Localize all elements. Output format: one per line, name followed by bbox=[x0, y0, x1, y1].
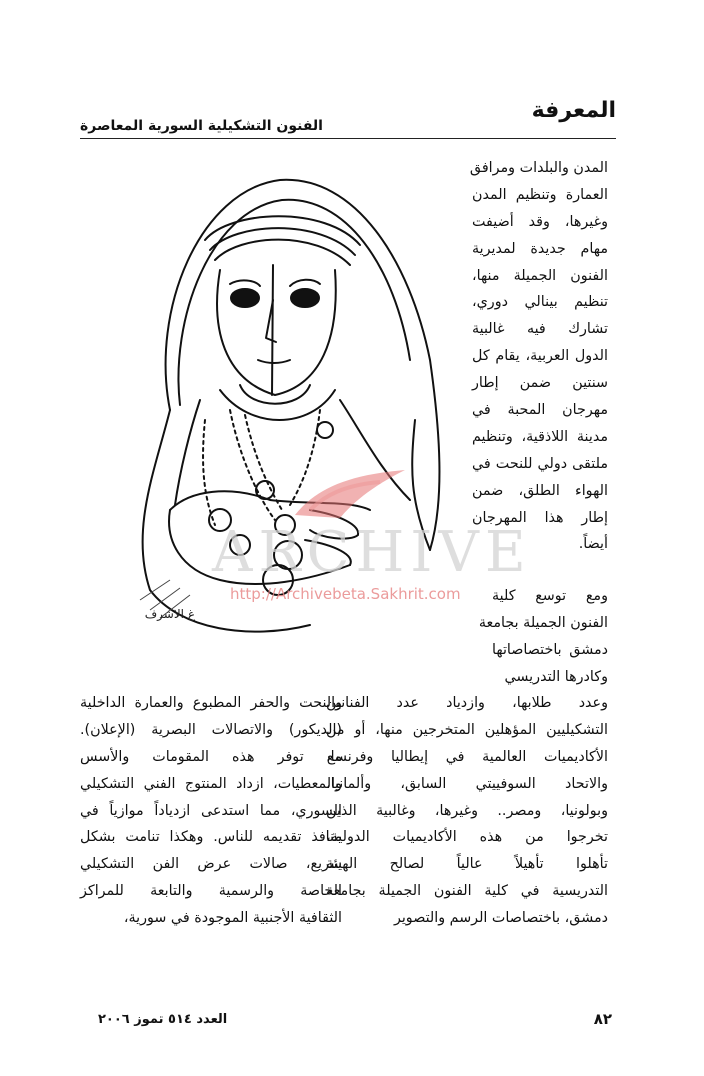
watermark-text: ARCHIVE bbox=[212, 520, 532, 585]
text-line: التشكيليين المؤهلين المتخرجين منها، أو من bbox=[326, 721, 608, 738]
text-line: وكادرها التدريسي bbox=[504, 668, 608, 685]
text-line: تنظيم بينالي دوري، bbox=[472, 294, 608, 311]
text-line: وبولونيا، ومصر.. وغيرها، وغالبية الذين bbox=[326, 802, 608, 819]
text-column-middle bbox=[478, 583, 608, 691]
text-line: مهرجان المحبة في bbox=[472, 402, 608, 419]
text-line: والمعطيات، ازداد المنتوج الفني التشكيلي bbox=[80, 775, 342, 792]
text-line: التدريسية في كلية الفنون الجميلة بجامعة bbox=[326, 883, 608, 900]
text-line: مع توفر هذه المقومات والأسس bbox=[80, 748, 342, 765]
text-line: مدينة اللاذقية، وتنظيم bbox=[472, 428, 608, 445]
text-line: تخرجوا من هذه الأكاديميات الدولية، bbox=[326, 829, 608, 846]
running-title: الفنون التشكيلية السورية المعاصرة bbox=[80, 118, 323, 134]
text-line: الثقافية الأجنبية الموجودة في سورية، bbox=[123, 910, 342, 927]
text-line: ملتقى دولي للنحت في bbox=[472, 455, 608, 472]
text-line: الدول العربية، يقام كل bbox=[472, 348, 608, 365]
text-line: (الديكور) والاتصالات البصرية (الإعلان). bbox=[80, 721, 342, 738]
artist-signature: غ الاشرف bbox=[144, 607, 195, 621]
woman-portrait-drawing-icon bbox=[110, 170, 455, 640]
text-line: المدن والبلدات ومرافق bbox=[469, 160, 608, 176]
text-line: منافذ تقديمه للناس. وهكذا تنامت بشكل bbox=[80, 829, 342, 846]
text-line: سنتين ضمن إطار bbox=[472, 375, 608, 392]
text-line: والاتحاد السوفييتي السابق، وألمانيا، bbox=[326, 775, 608, 792]
text-column-left bbox=[80, 690, 342, 932]
header-divider bbox=[80, 138, 616, 139]
text-line: الهواء الطلق، ضمن bbox=[472, 482, 608, 499]
text-line: تأهلوا تأهيلاً عالياً لصالح الهيئة bbox=[326, 856, 608, 873]
text-line: مهام جديدة لمديرية bbox=[472, 240, 608, 257]
text-line: وغيرها، وقد أضيفت bbox=[472, 213, 608, 230]
text-line: تشارك فيه غالبية bbox=[472, 321, 608, 338]
text-line: والنحت والحفر المطبوع والعمارة الداخلية bbox=[80, 695, 342, 711]
text-column-top bbox=[469, 155, 608, 558]
text-column-right bbox=[326, 690, 608, 932]
text-line: دمشق، باختصاصات الرسم والتصوير bbox=[393, 910, 608, 927]
text-line: الأكاديميات العالمية في إيطاليا وفرنسا، bbox=[326, 748, 608, 765]
text-line: دمشق باختصاصاتها bbox=[492, 641, 608, 658]
text-line: الخاصة والرسمية والتابعة للمراكز bbox=[80, 883, 342, 900]
text-line: ومع توسع كلية bbox=[492, 588, 608, 604]
text-line: أيضاً. bbox=[578, 536, 608, 553]
text-line: وعدد طلابها، وازدياد عدد الفنانين bbox=[326, 695, 608, 711]
page-number: ٨٢ bbox=[593, 1010, 612, 1028]
text-line: العمارة وتنظيم المدن bbox=[472, 186, 608, 203]
watermark-url: http://Archivebeta.Sakhrit.com bbox=[230, 585, 461, 603]
magazine-logo: المعرفة bbox=[531, 98, 616, 123]
text-line: الفنون الجميلة بجامعة bbox=[478, 614, 608, 631]
text-line: السوري، مما استدعى ازدياداً موازياً في bbox=[80, 802, 342, 819]
text-line: الفنون الجميلة منها، bbox=[472, 267, 608, 284]
text-line: إطار هذا المهرجان bbox=[472, 509, 608, 526]
text-line: سريع، صالات عرض الفن التشكيلي bbox=[80, 856, 342, 873]
issue-info: العدد ٥١٤ تموز ٢٠٠٦ bbox=[98, 1012, 228, 1027]
archive-logo-icon bbox=[285, 460, 415, 520]
